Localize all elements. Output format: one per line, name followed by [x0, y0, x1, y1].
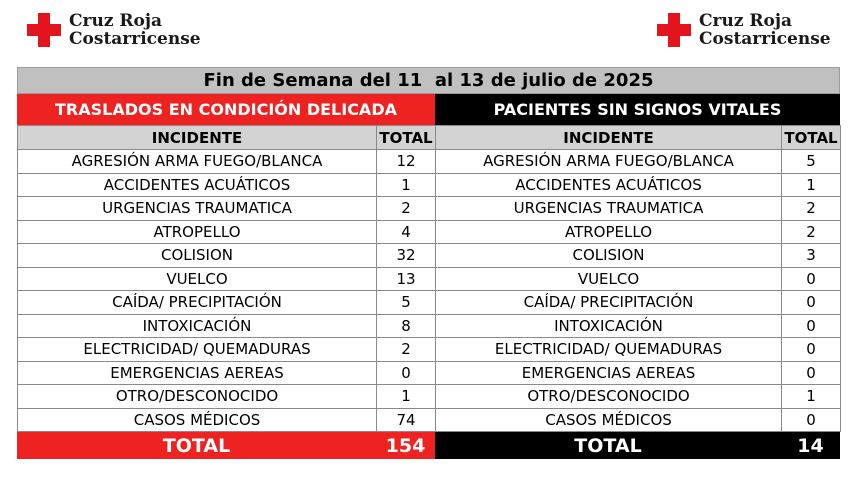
- grand-total-label: TOTAL: [574, 434, 642, 457]
- incident-cell: ACCIDENTES ACUÁTICOS: [436, 173, 782, 197]
- table-row: [18, 173, 436, 197]
- total-cell: 2: [782, 197, 841, 221]
- table-row: [436, 314, 841, 338]
- red-cross-icon: [27, 13, 61, 47]
- incident-cell: CAÍDA/ PRECIPITACIÓN: [436, 291, 782, 315]
- total-cell: 5: [377, 291, 436, 315]
- table-header-row: [18, 126, 436, 150]
- incident-cell: CAÍDA/ PRECIPITACIÓN: [18, 291, 377, 315]
- incident-cell: ATROPELLO: [18, 220, 377, 244]
- incident-cell: URGENCIAS TRAUMATICA: [18, 197, 377, 221]
- total-cell: 0: [782, 408, 841, 432]
- total-cell: 2: [782, 220, 841, 244]
- total-cell: 8: [377, 314, 436, 338]
- logo-text: [699, 12, 831, 48]
- column-header-incident: INCIDENTE: [436, 126, 782, 150]
- grand-total-label: TOTAL: [162, 434, 231, 457]
- incident-cell: ACCIDENTES ACUÁTICOS: [18, 173, 377, 197]
- logo-text: [69, 12, 201, 48]
- table-row: [18, 385, 436, 409]
- total-cell: 5: [782, 150, 841, 174]
- logo-line1: Cruz Roja: [699, 11, 793, 31]
- total-cell: 0: [377, 361, 436, 385]
- total-cell: 0: [782, 361, 841, 385]
- table-row: [18, 197, 436, 221]
- incident-cell: URGENCIAS TRAUMATICA: [436, 197, 782, 221]
- cruz-roja-logo-left: [27, 12, 201, 48]
- incident-cell: OTRO/DESCONOCIDO: [18, 385, 377, 409]
- total-cell: 0: [782, 291, 841, 315]
- total-cell: 2: [377, 197, 436, 221]
- table-row: [436, 173, 841, 197]
- table-row: [436, 197, 841, 221]
- panel-sin-signos-vitales: [435, 94, 840, 459]
- table-row: [436, 150, 841, 174]
- table-row: [18, 338, 436, 362]
- total-cell: 2: [377, 338, 436, 362]
- incident-cell: ATROPELLO: [436, 220, 782, 244]
- report-title: Fin de Semana del 11 al 13 de julio de 2025: [17, 67, 840, 94]
- grand-total-value: 14: [797, 434, 824, 457]
- total-cell: 12: [377, 150, 436, 174]
- total-cell: 74: [377, 408, 436, 432]
- total-cell: 4: [377, 220, 436, 244]
- table-row: [436, 220, 841, 244]
- incident-cell: VUELCO: [436, 267, 782, 291]
- column-header-total: TOTAL: [377, 126, 436, 150]
- total-cell: 13: [377, 267, 436, 291]
- total-cell: 1: [377, 385, 436, 409]
- column-header-incident: INCIDENTE: [18, 126, 377, 150]
- total-cell: 3: [782, 244, 841, 268]
- incident-cell: AGRESIÓN ARMA FUEGO/BLANCA: [436, 150, 782, 174]
- grand-total-row: [17, 432, 435, 459]
- table-row: [18, 150, 436, 174]
- incident-cell: ELECTRICIDAD/ QUEMADURAS: [18, 338, 377, 362]
- logo-line2: Costarricense: [69, 29, 201, 49]
- table-header-row: [436, 126, 841, 150]
- incident-cell: EMERGENCIAS AEREAS: [18, 361, 377, 385]
- table-row: [18, 244, 436, 268]
- total-cell: 0: [782, 267, 841, 291]
- table-row: [18, 408, 436, 432]
- table-row: [18, 361, 436, 385]
- logo-line2: Costarricense: [699, 29, 831, 49]
- cruz-roja-logo-right: [657, 12, 831, 48]
- panel-header: PACIENTES SIN SIGNOS VITALES: [435, 94, 840, 125]
- incident-cell: EMERGENCIAS AEREAS: [436, 361, 782, 385]
- table-row: [436, 361, 841, 385]
- incident-table: [435, 125, 841, 432]
- table-row: [436, 244, 841, 268]
- incident-table: [17, 125, 436, 432]
- column-header-total: TOTAL: [782, 126, 841, 150]
- total-cell: 32: [377, 244, 436, 268]
- incident-cell: COLISION: [436, 244, 782, 268]
- grand-total-value: 154: [385, 434, 426, 457]
- table-row: [436, 408, 841, 432]
- table-row: [436, 291, 841, 315]
- panel-traslados-delicada: [17, 94, 435, 459]
- total-cell: 0: [782, 338, 841, 362]
- incident-cell: CASOS MÉDICOS: [436, 408, 782, 432]
- total-cell: 0: [782, 314, 841, 338]
- logo-line1: Cruz Roja: [69, 11, 163, 31]
- incident-cell: INTOXICACIÓN: [18, 314, 377, 338]
- incident-cell: AGRESIÓN ARMA FUEGO/BLANCA: [18, 150, 377, 174]
- table-row: [436, 267, 841, 291]
- panel-header: TRASLADOS EN CONDICIÓN DELICADA: [17, 94, 435, 125]
- grand-total-row: [435, 432, 840, 459]
- incident-cell: CASOS MÉDICOS: [18, 408, 377, 432]
- red-cross-icon: [657, 13, 691, 47]
- table-row: [18, 291, 436, 315]
- table-row: [436, 385, 841, 409]
- incident-cell: INTOXICACIÓN: [436, 314, 782, 338]
- total-cell: 1: [782, 173, 841, 197]
- incident-cell: COLISION: [18, 244, 377, 268]
- table-row: [436, 338, 841, 362]
- total-cell: 1: [377, 173, 436, 197]
- table-row: [18, 220, 436, 244]
- table-row: [18, 267, 436, 291]
- table-row: [18, 314, 436, 338]
- incident-cell: OTRO/DESCONOCIDO: [436, 385, 782, 409]
- incident-cell: ELECTRICIDAD/ QUEMADURAS: [436, 338, 782, 362]
- incident-cell: VUELCO: [18, 267, 377, 291]
- total-cell: 1: [782, 385, 841, 409]
